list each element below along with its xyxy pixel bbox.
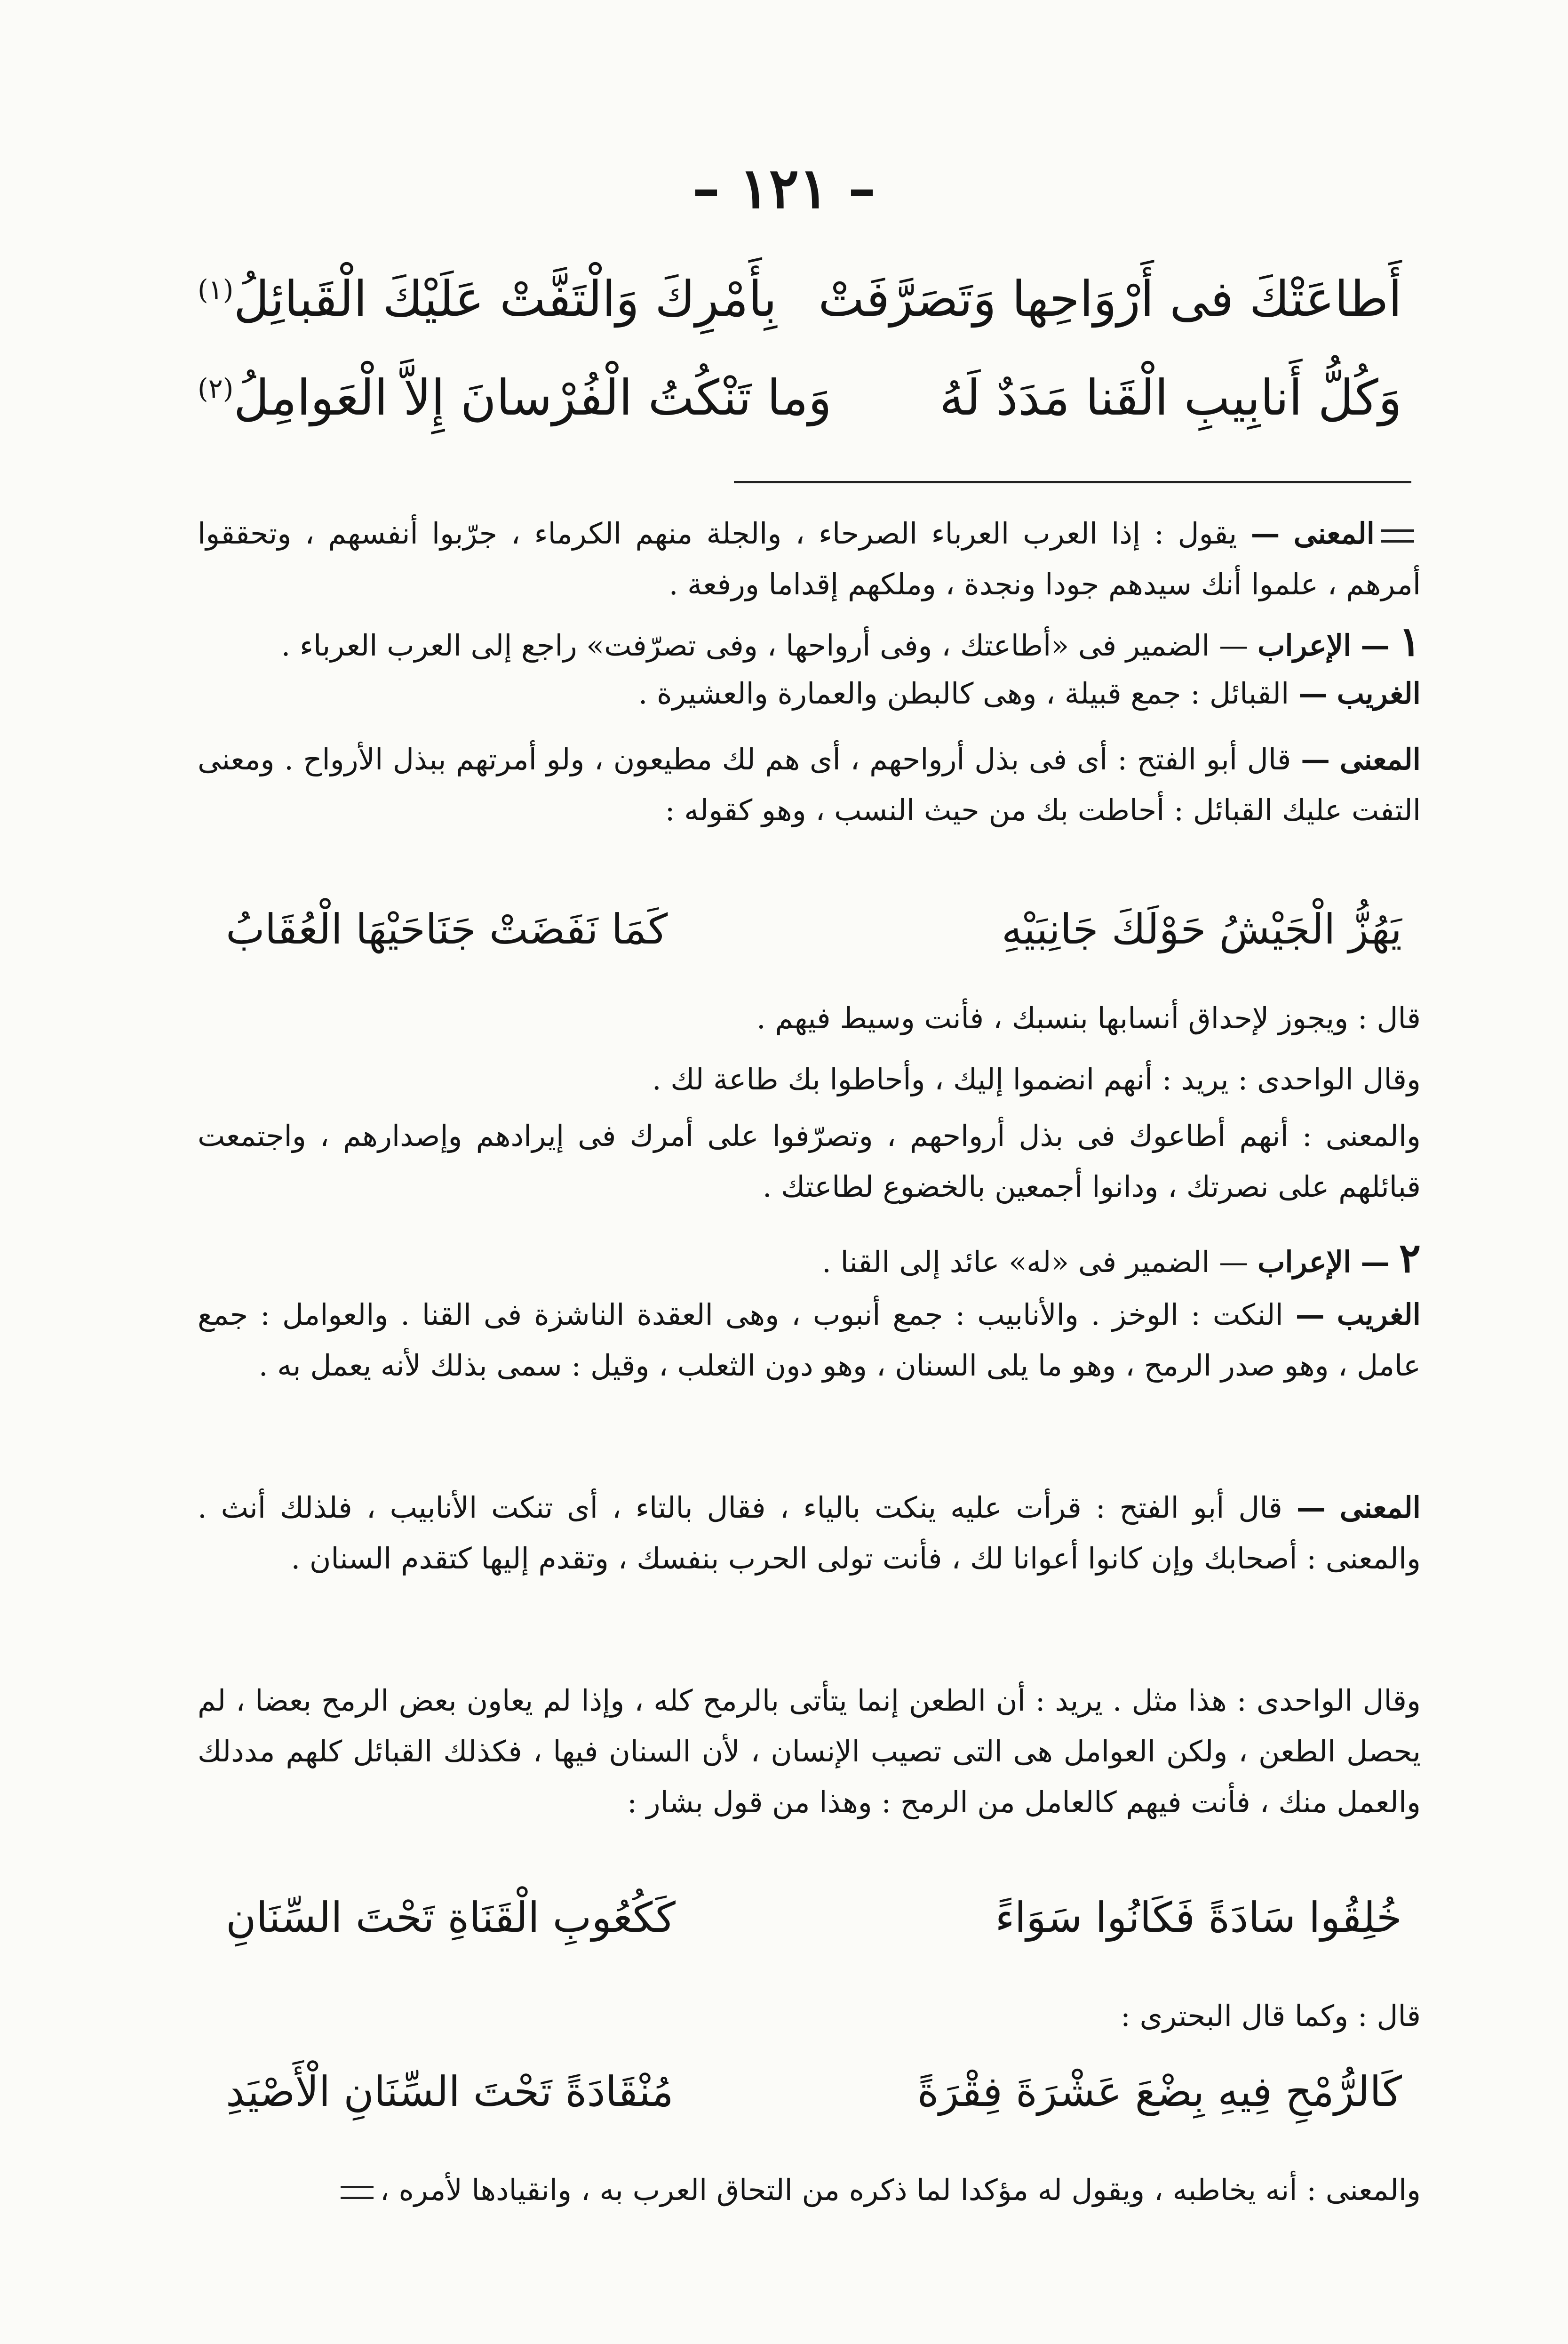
- dash: —: [1301, 742, 1330, 776]
- paragraph-text: وقال الواحدى : يريد : أنهم انضموا إليك ، وأحاطوا بك طاعة لك .: [652, 1062, 1421, 1096]
- commentary-wahidi-2: [198, 1675, 1421, 1828]
- verse-1-first-hemistich: أَطاعَتْكَ فى أَرْوَاحِها وَتَصَرَّفَتْ: [818, 270, 1402, 328]
- paragraph-text: وقال الواحدى : هذا مثل . يريد : أن الطعن إنما يتأتى بالرمح كله ، وإذا لم يعاون بعض الرمح بعضا ، لم يحصل الطعن ، ولكن العوامل هى التى تصيب الإنسان ، لأن السنان فيها ، فكذلك القبائل كلهم مددلك والعمل منك ، فأنت فيهم كالعامل من الرمح : وهذا من قول بشار :: [198, 1683, 1421, 1819]
- commentary-quote-1: [198, 993, 1421, 1044]
- commentary-lexicon-1: [198, 668, 1421, 719]
- note-number: ٢: [1399, 1234, 1421, 1282]
- paragraph-text: الضمير فى «له» عائد إلى القنا .: [822, 1245, 1210, 1279]
- commentary-grammar-2: ٢ — الإعراب — الضمير فى «له» عائد إلى القنا .: [822, 1234, 1421, 1282]
- verse-2: [198, 344, 1402, 452]
- page-number: – ١٢١ –: [692, 155, 876, 221]
- commentary-meaning-3: [198, 1111, 1421, 1212]
- verse-1-second-text: بِأَمْرِكَ وَالْتَفَّتْ عَلَيْكَ الْقَبائِلُ: [233, 270, 777, 328]
- cited-verse-3-first: كَالرُّمْحِ فِيهِ بِضْعَ عَشْرَةَ فِقْرَةً: [917, 2067, 1402, 2116]
- label-grammar: الإعراب: [1257, 1245, 1352, 1279]
- paragraph-text: النكت : الوخز . والأنابيب : جمع أنبوب ، وهى العقدة الناشزة فى القنا . والعوامل : جمع عامل ، وهو صدر الرمح ، وهو ما يلى السنان ، وهو دون الثعلب ، وقيل : سمى بذلك لأنه يعمل به .: [198, 1297, 1421, 1383]
- label-meaning: المعنى: [1339, 742, 1421, 776]
- label-lexicon: الغريب: [1337, 1297, 1421, 1332]
- commentary-meaning-1: [198, 508, 1421, 610]
- dash: —: [1250, 516, 1280, 551]
- verse-1-second-hemistich: [198, 245, 777, 353]
- commentary-wahidi-1: [198, 1054, 1421, 1105]
- paragraph-text: والمعنى : أنه يخاطبه ، ويقول له مؤكدا لما ذكره من التحاق العرب به ، وانقيادها لأمره ،: [380, 2173, 1421, 2207]
- dash: —: [1295, 1297, 1325, 1332]
- cited-verse-3-second: مُنْقَادَةً تَحْتَ السِّنَانِ الْأَصْيَدِ: [226, 2067, 674, 2116]
- paragraph-text: يقول : إذا العرب العرباء الصرحاء ، والجلة منهم الكرماء ، جرّبوا أنفسهم ، وتحققوا أمرهم ، علموا أنك سيدهم جودا ونجدة ، وملكهم إقداما ورفعة .: [198, 516, 1421, 601]
- paragraph-text: الضمير فى «أطاعتك ، وفى أرواحها ، وفى تصرّفت» راجع إلى العرب العرباء .: [281, 628, 1210, 663]
- verse-2-second-text: وَما تَنْكُتُ الْفُرْسانَ إِلاَّ الْعَوامِلُ: [233, 369, 832, 426]
- footnote-separator: [734, 481, 1411, 483]
- verse-2-first-hemistich: وَكُلُّ أَنابِيبِ الْقَنا مَدَدٌ لَهُ: [939, 369, 1402, 426]
- paragraph-text: والمعنى : أنهم أطاعوك فى بذل أرواحهم ، وتصرّفوا على أمرك فى إيرادهم وإصدارهم ، واجتمعت قبائلهم على نصرتك ، ودانوا أجمعين بالخضوع لطاعتك .: [198, 1119, 1421, 1204]
- verse-1: [198, 245, 1402, 353]
- commentary-meaning-5: [198, 2165, 1421, 2216]
- label-lexicon: الغريب: [1337, 676, 1421, 711]
- verse-2-second-hemistich: [198, 344, 832, 452]
- cited-verse-2-first: خُلِقُوا سَادَةً فَكَانُوا سَوَاءً: [995, 1893, 1402, 1942]
- note-number: ١: [1399, 618, 1421, 665]
- paragraph-text: قال : وكما قال البحترى :: [1121, 1999, 1421, 2033]
- cited-verse-1-first: يَهُزُّ الْجَيْشُ حَوْلَكَ جَانِبَيْهِ: [1001, 905, 1402, 953]
- dash: —: [1296, 1490, 1326, 1525]
- dash: —: [1361, 628, 1390, 663]
- commentary-buhturi-intro: [198, 1991, 1421, 2041]
- footnote-marker-1: (١): [198, 273, 234, 306]
- label-meaning: المعنى: [1339, 1490, 1421, 1525]
- footnote-marker-2: (٢): [198, 372, 234, 405]
- dash: —: [1361, 1245, 1390, 1279]
- dash: —: [1298, 676, 1328, 711]
- label-grammar: الإعراب: [1257, 628, 1352, 663]
- commentary-meaning-2: [198, 734, 1421, 836]
- continuation-mark: [341, 2186, 374, 2199]
- paragraph-text: قال أبو الفتح : قرأت عليه ينكت بالياء ، فقال بالتاء ، أى تنكت الأنابيب ، فلذلك أنث . والمعنى : أصحابك وإن كانوا أعوانا لك ، فأنت تولى الحرب بنفسك ، وتقدم إليها كتقدم السنان .: [198, 1490, 1421, 1576]
- continuation-mark: [1381, 529, 1414, 543]
- commentary-meaning-4: [198, 1482, 1421, 1584]
- label-meaning: المعنى: [1293, 516, 1375, 551]
- cited-verse-2-second: كَكُعُوبِ الْقَنَاةِ تَحْتَ السِّنَانِ: [226, 1893, 676, 1942]
- paragraph-text: قال : ويجوز لإحداق أنسابها بنسبك ، فأنت وسيط فيهم .: [756, 1001, 1421, 1035]
- commentary-lexicon-2: [198, 1289, 1421, 1391]
- paragraph-text: قال أبو الفتح : أى فى بذل أرواحهم ، أى هم لك مطيعون ، ولو أمرتهم ببذل الأرواح . ومعنى التفت عليك القبائل : أحاطت بك من حيث النسب ، وهو كقوله :: [198, 742, 1421, 827]
- paragraph-text: القبائل : جمع قبيلة ، وهى كالبطن والعمارة والعشيرة .: [638, 676, 1289, 711]
- commentary-grammar-1: ١ — الإعراب — الضمير فى «أطاعتك ، وفى أرواحها ، وفى تصرّفت» راجع إلى العرب العرباء .: [281, 618, 1421, 665]
- cited-verse-1-second: كَمَا نَفَضَتْ جَنَاحَيْهَا الْعُقَابُ: [226, 905, 668, 953]
